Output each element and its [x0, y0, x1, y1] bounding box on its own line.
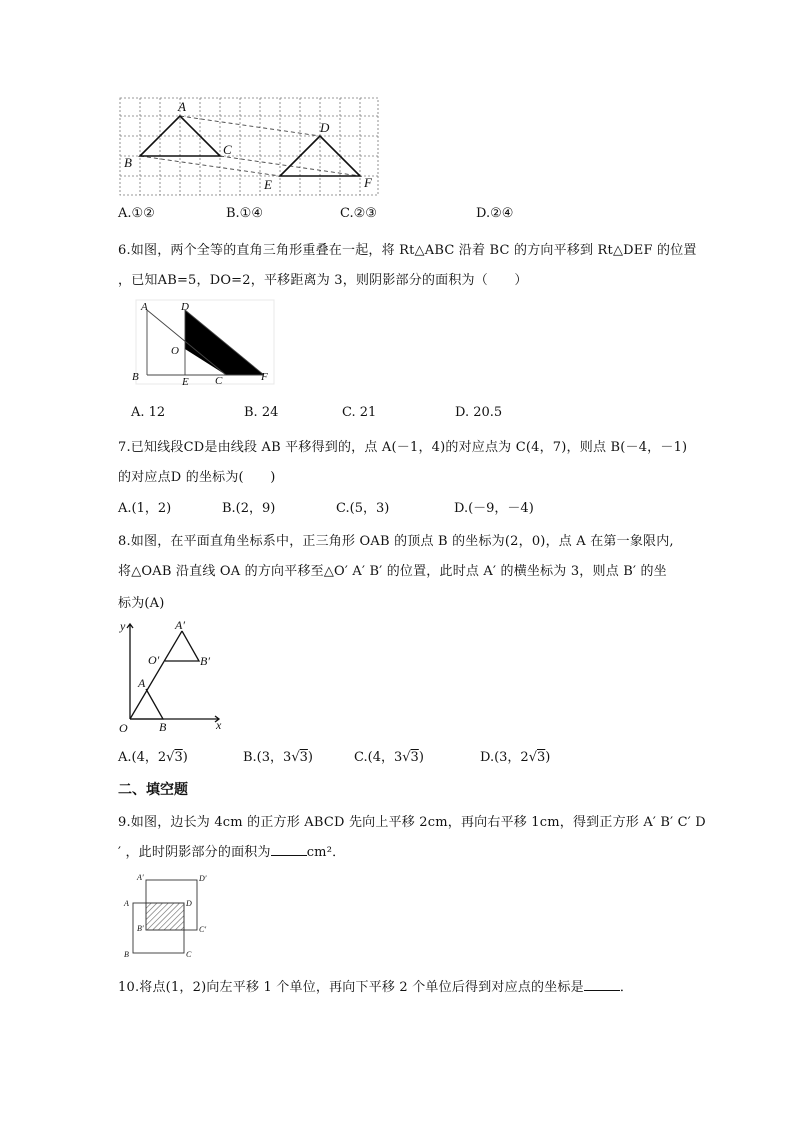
answer-blank[interactable] — [271, 843, 307, 856]
option-a[interactable]: A.(1，2) — [118, 501, 172, 516]
option-d-prefix: D.(3，2 — [480, 750, 529, 765]
option-b[interactable]: B. 24 — [244, 405, 279, 420]
answer-blank[interactable] — [584, 978, 620, 991]
q9-text-line2 — [118, 841, 345, 860]
label-d: D — [181, 301, 189, 313]
q8-text-line3: 标为(A) — [118, 596, 165, 611]
label-x: x — [216, 718, 222, 732]
option-a-suffix: ) — [182, 750, 188, 765]
option-b-prefix: B.(3，3 — [243, 750, 292, 765]
option-d[interactable]: D.②④ — [476, 206, 514, 221]
label-c: C — [186, 950, 192, 959]
option-a-root: 3 — [174, 750, 183, 765]
label-o: O — [119, 721, 128, 733]
q7-text-line1: 7.已知线段CD是由线段 AB 平移得到的，点 A(－1，4)的对应点为 C(4，7)，则点 B(－4，－1) — [118, 440, 688, 455]
option-d[interactable]: D.(－9，－4) — [454, 501, 534, 516]
option-a[interactable]: A. 12 — [131, 405, 166, 420]
section-heading: 二、填空题 — [118, 782, 188, 798]
option-c[interactable]: C.(4，3√3) — [354, 750, 424, 765]
label-a: A — [141, 301, 148, 313]
label-o-prime: O′ — [148, 653, 160, 667]
label-a-prime: A′ — [175, 618, 185, 632]
q10-text-post: ． — [619, 980, 634, 995]
q9-text-post: cm²． — [306, 845, 346, 860]
q6-text-line2: ，已知AB=5，DO=2，平移距离为 3，则阴影部分的面积为（ ） — [118, 273, 528, 288]
label-a: A — [138, 676, 146, 690]
option-b[interactable]: B.(2，9) — [222, 501, 276, 516]
q10-text-pre: 10.将点(1，2)向左平移 1 个单位，再向下平移 2 个单位后得到对应点的坐标是 — [118, 980, 584, 995]
label-a: A — [178, 99, 186, 114]
option-d-suffix: ) — [545, 750, 551, 765]
label-y: y — [120, 619, 126, 633]
label-b: B — [132, 371, 139, 383]
option-d[interactable]: D. 20.5 — [455, 405, 503, 420]
grid-triangle-figure — [118, 96, 382, 198]
label-b-prime: B′ — [200, 654, 210, 668]
label-c-prime: C′ — [199, 925, 207, 934]
option-b-root: 3 — [299, 750, 308, 765]
option-c[interactable]: C.②③ — [340, 206, 377, 221]
label-b: B — [124, 950, 129, 959]
label-e: E — [264, 177, 272, 192]
label-b: B — [159, 720, 167, 733]
option-b-suffix: ) — [307, 750, 313, 765]
label-f: F — [261, 371, 268, 383]
label-o: O — [171, 345, 179, 357]
option-c[interactable]: C. 21 — [342, 405, 377, 420]
q8-text-line2: 将△OAB 沿直线 OA 的方向平移至△O′ A′ B′ 的位置，此时点 A′ 的横坐标为 3，则点 B′ 的坐 — [118, 564, 667, 579]
option-c[interactable]: C.(5，3) — [336, 501, 390, 516]
q7-text-line2: 的对应点D 的坐标为( ) — [118, 470, 276, 485]
overlapping-triangles-figure — [128, 298, 278, 390]
label-c: C — [215, 375, 223, 387]
coordinate-triangle-figure — [115, 616, 230, 733]
label-a-prime: A′ — [137, 873, 144, 882]
translated-squares-figure — [118, 868, 218, 960]
label-e: E — [182, 376, 189, 388]
option-c-root: 3 — [410, 750, 419, 765]
option-b[interactable]: B.(3，3√3) — [243, 750, 313, 765]
option-c-prefix: C.(4，3 — [354, 750, 403, 765]
q10-text — [118, 976, 633, 995]
label-d-prime: D′ — [199, 874, 207, 883]
q9-text-pre: ′ ，此时阴影部分的面积为 — [118, 845, 271, 860]
label-c: C — [223, 142, 232, 157]
label-d: D — [186, 899, 192, 908]
option-d-root: 3 — [537, 750, 546, 765]
q6-text-line1: 6.如图，两个全等的直角三角形重叠在一起，将 Rt△ABC 沿着 BC 的方向平移到 Rt△DEF 的位置 — [118, 243, 697, 258]
label-b: B — [124, 155, 132, 170]
label-b-prime: B′ — [137, 924, 144, 933]
option-b[interactable]: B.①④ — [226, 206, 263, 221]
option-d[interactable]: D.(3，2√3) — [480, 750, 551, 765]
option-a-prefix: A.(4，2 — [118, 750, 167, 765]
option-a[interactable]: A.(4，2√3) — [118, 750, 188, 765]
label-a: A — [124, 899, 129, 908]
q9-text-line1: 9.如图，边长为 4cm 的正方形 ABCD 先向上平移 2cm，再向右平移 1cm，得到正方形 A′ B′ C′ D — [118, 815, 706, 830]
option-c-suffix: ) — [418, 750, 424, 765]
label-f: F — [364, 175, 372, 190]
option-a[interactable]: A.①② — [118, 206, 155, 221]
label-d: D — [320, 120, 330, 135]
q8-text-line1: 8.如图，在平面直角坐标系中，正三角形 OAB 的顶点 B 的坐标为(2，0)，点 A 在第一象限内, — [118, 534, 674, 549]
